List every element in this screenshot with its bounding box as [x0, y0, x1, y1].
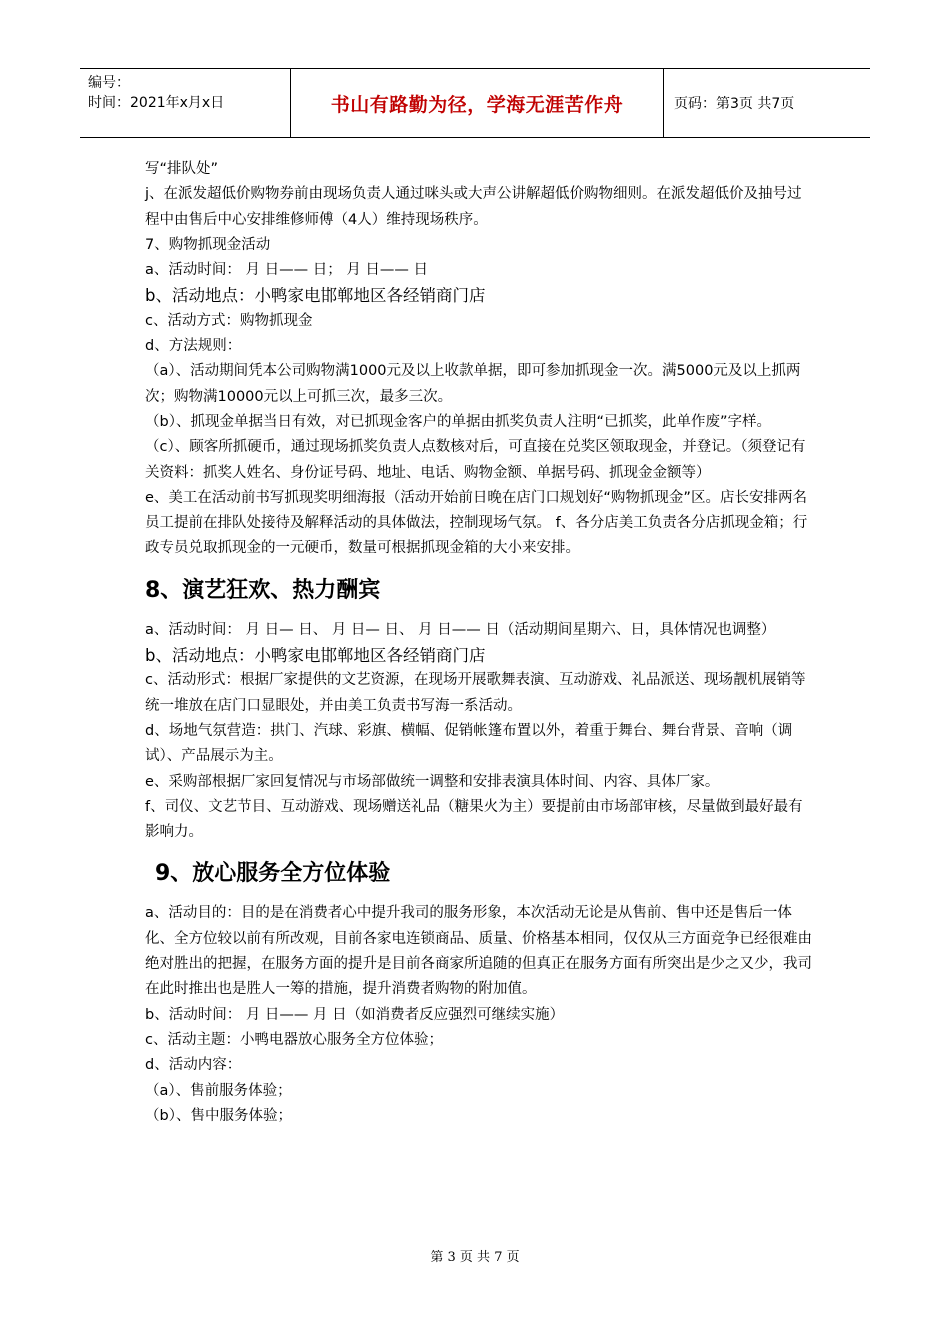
paragraph: （b）、抓现金单据当日有效，对已抓现金客户的单据由抓奖负责人注明“已抓奖，此单作废”字样。 — [145, 413, 771, 430]
header-motto: 书山有路勤为径，学海无涯苦作舟 — [290, 69, 664, 137]
paragraph: c、活动形式：根据厂家提供的文艺资源，在现场开展歌舞表演、互动游戏、礼品派送、现场靓机展销等统一堆放在店门口显眼处，并由美工负责书写海一系活动。 — [145, 672, 806, 714]
page-header — [80, 68, 870, 138]
document-date: 时间：2021年x月x日 — [88, 95, 225, 111]
document-body — [145, 157, 815, 1129]
section-heading-8: 8、演艺狂欢、热力酬宾 — [145, 577, 381, 603]
paragraph: （b）、售中服务体验； — [145, 1107, 292, 1124]
paragraph: a、活动时间： 月 日— 日、 月 日— 日、 月 日—— 日（活动期间星期六、日，具体情况也调整） — [145, 621, 776, 638]
document-number-label: 编号： — [88, 75, 130, 91]
page-footer: 第 3 页 共 7 页 — [430, 1250, 520, 1265]
paragraph: a、活动目的：目的是在消费者心中提升我司的服务形象，本次活动无论是从售前、售中还是售后一体化、全方位较以前有所改观，目前各家电连锁商品、质量、价格基本相同，仅仅从三方面竞争已经很难由绝对胜出的把握，在服务方面的提升是目前各商家所追随的但真正在服务方面有所突出是少之又少，我司在此时推出也是胜人一筹的措施，提升消费者购物的附加值。 — [145, 905, 812, 998]
paragraph: b、活动地点：小鸭家电邯郸地区各经销商门店 — [145, 286, 486, 306]
paragraph: f、司仪、文艺节目、互动游戏、现场赠送礼品（糖果火为主）要提前由市场部审核，尽量做到最好最有影响力。 — [145, 798, 803, 841]
paragraph: d、活动内容： — [145, 1057, 242, 1074]
paragraph: （a）、售前服务体验； — [145, 1082, 292, 1099]
paragraph: c、活动方式：购物抓现金 — [145, 312, 313, 329]
paragraph: 写“排队处” — [145, 161, 219, 177]
paragraph: （c）、顾客所抓硬币，通过现场抓奖负责人点数核对后，可直接在兑奖区领取现金，并登记。（须登记有关资料：抓奖人姓名、身份证号码、地址、电话、购物金额、单据号码、抓现金金额等） — [145, 439, 806, 481]
header-page-info: 页码：第3页 共7页 — [674, 96, 795, 112]
section-heading-9: 9、放心服务全方位体验 — [155, 861, 391, 887]
paragraph: b、活动地点：小鸭家电邯郸地区各经销商门店 — [145, 646, 486, 666]
paragraph: d、场地气氛营造：拱门、汽球、彩旗、横幅、促销帐篷布置以外，着重于舞台、舞台背景、音响（调试）、产品展示为主。 — [145, 722, 793, 765]
paragraph: e、美工在活动前书写抓现奖明细海报（活动开始前日晚在店门口规划好“购物抓现金”区。店长安排两名员工提前在排队处接待及解释活动的具体做法，控制现场气氛。 f、各分店美工负责各分店抓现金箱；行政专员兑取抓现金的一元硬币，数量可根据抓现金箱的大小来安排。 — [145, 489, 808, 557]
paragraph: a、活动时间： 月 日—— 日； 月 日—— 日 — [145, 262, 429, 279]
header-meta — [80, 69, 290, 137]
paragraph: 7、购物抓现金活动 — [145, 236, 271, 253]
paragraph: b、活动时间： 月 日—— 月 日（如消费者反应强烈可继续实施） — [145, 1006, 565, 1023]
paragraph: j、在派发超低价购物券前由现场负责人通过咪头或大声公讲解超低价购物细则。在派发超低价及抽号过程中由售后中心安排维修师傅（4人）维持现场秩序。 — [145, 186, 802, 228]
paragraph: c、活动主题：小鸭电器放心服务全方位体验； — [145, 1031, 443, 1048]
paragraph: d、方法规则： — [145, 338, 242, 355]
paragraph: （a）、活动期间凭本公司购物满1000元及以上收款单据，即可参加抓现金一次。满5000元及以上抓两次；购物满10000元以上可抓三次，最多三次。 — [145, 363, 801, 405]
paragraph: e、采购部根据厂家回复情况与市场部做统一调整和安排表演具体时间、内容、具体厂家。 — [145, 773, 720, 790]
